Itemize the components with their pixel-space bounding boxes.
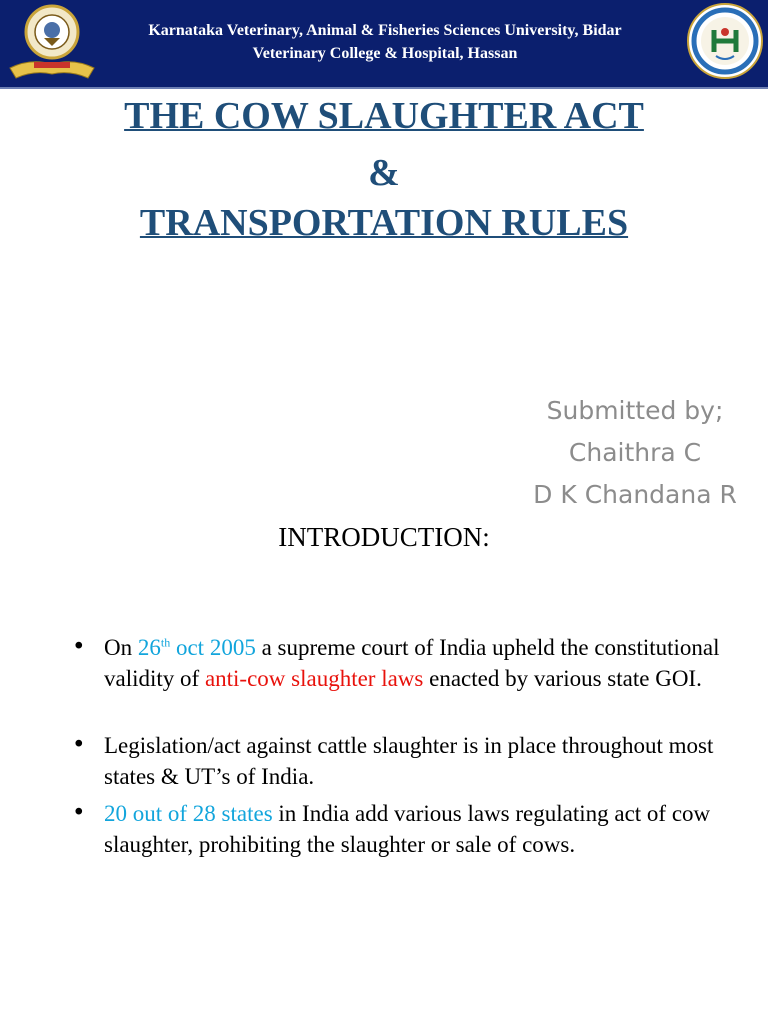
bullet-1-text-end: enacted by various state GOI. xyxy=(423,666,702,691)
university-name: Karnataka Veterinary, Animal & Fisheries Sciences University, Bidar xyxy=(148,22,622,39)
author-2: D K Chandana R xyxy=(533,480,737,509)
date-rest: oct 2005 xyxy=(170,635,256,660)
introduction-heading: INTRODUCTION: xyxy=(278,522,490,552)
bullet-3-text: in India add various laws regulating act of cow slaughter, prohibiting the slaughter or sale of cows. xyxy=(104,801,711,857)
bullet-icon: • xyxy=(72,800,86,826)
bullet-icon: • xyxy=(72,732,86,758)
college-seal-icon xyxy=(686,2,764,80)
bullet-2-text: Legislation/act against cattle slaughter is in place throughout most states & UT’s of India. xyxy=(104,733,714,789)
bullet-3-highlight: 20 out of 28 states xyxy=(104,801,273,826)
header-banner xyxy=(0,0,768,89)
bullet-item-3 xyxy=(72,798,754,860)
date-suffix: th xyxy=(160,635,171,650)
bullet-1-text-middle: a supreme court of India upheld the constitutional validity of xyxy=(104,635,720,691)
date-day: 26 xyxy=(137,635,161,660)
title-line-1: THE COW SLAUGHTER ACT xyxy=(124,95,644,137)
bullet-1-date xyxy=(138,635,256,660)
bullet-icon: • xyxy=(72,634,86,660)
title-ampersand: & xyxy=(368,152,400,194)
college-name: Veterinary College & Hospital, Hassan xyxy=(252,45,518,62)
author-1: Chaithra C xyxy=(568,438,702,467)
title-line-3: TRANSPORTATION RULES xyxy=(139,202,629,244)
bullet-item-1 xyxy=(72,632,754,694)
university-emblem-icon xyxy=(6,2,98,84)
bullet-item-2 xyxy=(72,730,754,792)
bullet-1-text-start: On xyxy=(104,635,138,660)
submitted-by-label: Submitted by; xyxy=(546,396,724,425)
bullet-1-highlight: anti-cow slaughter laws xyxy=(204,666,424,691)
